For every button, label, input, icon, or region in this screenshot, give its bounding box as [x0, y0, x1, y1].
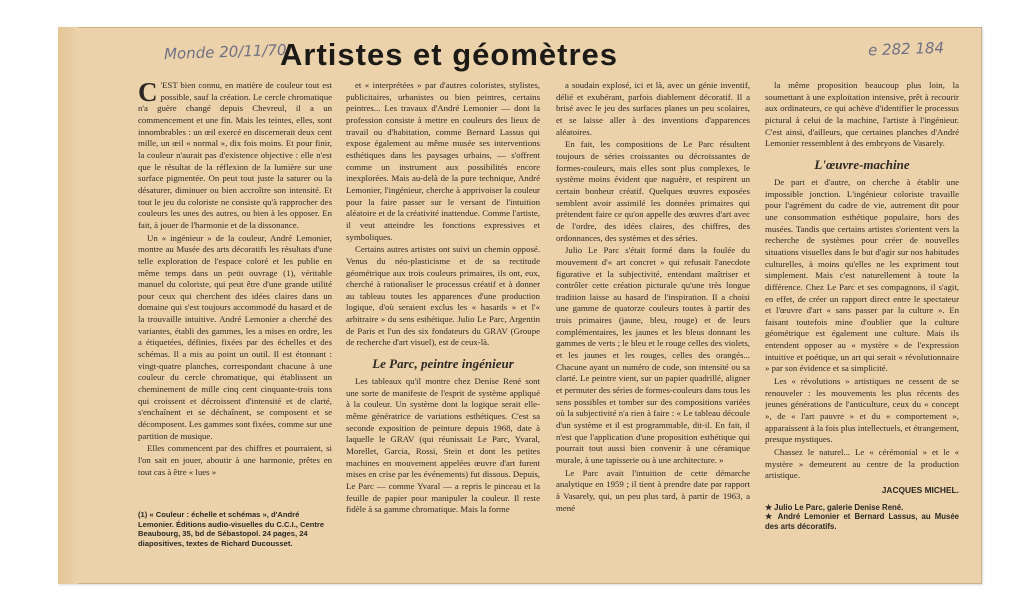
article-paragraph: Un « ingénieur » de la couleur, André Lemonier, montre au Musée des arts décoratifs les résultats d'une telle exploration de l'espace coloré et les publie en même temps dans un petit ouvrage (1), véritable manuel du coloriste, qui peut être d'une grande utilité pour ceux qui cherchent des idées claires dans un domaine qui s'est toujours accommodé du hasard et de la trouvaille intuitive. André Lemonier a cherché des variantes, établi des gammes, les a mises en ordre, les a étiquetées, définies, fixées par des échelles et des schémas. Il a mis au point un outil. Il est étonnant : vingt-quatre planches, correspondant chacune à une couleur du cercle chromatique, qui établissent un cheminement de mille cinq cent cinquante-trois tons qui croissent et décroissent d'intensité et de clarté, s'enchaînent et se déchaînent, se composent et se décomposent. Les gammes sont fixées, comme sur une partition de musique. — [138, 232, 332, 441]
exhibition-note: ★ Julio Le Parc, galerie Denise René. — [765, 502, 904, 512]
subheading-le-parc: Le Parc, peintre ingénieur — [372, 356, 514, 372]
exhibition-note: ★ André Lemonier et Bernard Lassus, au Musée des arts décoratifs. — [765, 512, 959, 531]
article-paragraph: En fait, les compositions de Le Parc résultent toujours de séries croissantes ou décroissantes de formes-couleurs, mais elles sont plus complexes, le système moins évident que naguère, et respirent un certain bonheur créatif. Quelques œuvres exposées semblent avoir assimilé les données primaires qui prétendent faire ce qu'on appelle des œuvres d'art avec de l'ordre, des idées claires, des chiffres, des ordonnances, des systèmes et des séries. — [556, 139, 750, 243]
author-signature: JACQUES MICHEL. — [881, 485, 959, 495]
article-column-2 — [346, 80, 540, 558]
article-paragraph: Certains autres artistes ont suivi un chemin opposé. Venus du néo-plasticisme et de sa rectitude géométrique aux trois couleurs primaires, ils ont, eux, cherché à rationaliser le processus créatif et à donner au tableau toutes les apparences d'une production logique, d'où seraient exclus les « hasards » et l'« arbitraire » du sens esthétique. Julio Le Parc, Argentin de Paris et l'un des six fondateurs du GRAV (Groupe de recherche d'art visuel), est de ceux-là. — [346, 244, 540, 348]
article-footnote — [138, 510, 332, 548]
article-paragraph: Julio Le Parc s'était formé dans la foulée du mouvement d'« art concret » qui refusait l'anecdote figurative et la subjectivité, entendant maîtriser et contrôler cette création picturale qu'une très longue tradition laisse au hasard de l'inspiration. Il a choisi une gamme de quatorze couleurs toutes à partir des trois primaires (jaune, bleu, rouge) et de leurs complémentaires, les jaunes et les bleus donnant les gammes de verts ; le bleu et le rouge celles des violets, et les jaunes et les rouges, celles des orangés... Chacune ayant un numéro de code, son intensité ou sa clarté. Le peintre vient, sur un papier quadrillé, aligner et permuter des séries de formes-couleurs dans tous les sens possibles et tomber sur des compositions variées où la subjectivité n'a rien à faire : « Le tableau découle d'un système et il est programmable, dit-il. En fait, il n'est que l'application d'une proposition esthétique qui pourrait tout aussi bien convenir à une céramique murale, à une tapisserie ou à une architecture. » — [556, 245, 750, 465]
article-paragraph: Chassez le naturel... Le « cérémonial » et le « mystère » demeurent au centre de la production artistique. — [765, 447, 959, 481]
article-paragraph: C 'EST bien connu, en matière de couleur tout est possible, sauf la création. Le cercle chromatique n'a guère changé depuis Chevreul, il a un commencement et une fin. Mais les teintes, elles, sont innombrables : un œil exercé en discernerait deux cent mille, un œil « normal », dix fois moins. Et pour finir, la couleur n'aurait pas d'existence objective : elle n'est que le résultat de la réflexion de la lumière sur une surface pigmentée. On peut tout juste la saturer ou la désaturer, diminuer ou bien accroître son intensité. Et tout le jeu du coloriste ne consiste qu'à rapprocher des couleurs les unes des autres, ou bien à les opposer. En fait, à jouer de l'harmonie et de la dissonance. — [138, 80, 332, 230]
article-paragraph: et « interprétées » par d'autres coloristes, stylistes, publicitaires, urbanistes ou bien peintres, certains peintres... Les travaux d'André Lemonier — dont la profession consiste à mettre en couleurs des lieux de travail ou d'habitation, comme Bernard Lassus qui expose également au même musée ses interventions esthétiques dans les paysages urbains, — s'offrent comme un instrument aux possibilités encore inexplorées. Mais au-delà de la pure technique, André Lemonier, l'ingénieur, cherche à apprivoiser la couleur pour la faire passer sur le versant de l'intuition aléatoire et de la créativité inattendue. Comme l'artiste, il veut atteindre les fonctions expressives et symboliques. — [346, 80, 540, 242]
article-paragraph: la même proposition beaucoup plus loin, la soumettant à une exploitation intensive, prêt à recourir aux ordinateurs, ce qui achève d'identifier le processus pictural à celui de la machine, l'artiste à l'ingénieur. C'est ainsi, d'ailleurs, que certaines planches d'André Lemonier ressemblent à des embryons de Vasarely. — [765, 80, 959, 149]
article-paragraph: a soudain explosé, ici et là, avec un génie inventif, délié et exubérant, parfois diablement décoratif. Il a brisé avec le jeu des surfaces planes un peu scolaires, et se laisse aller à des inventions d'apparences aléatoires. — [556, 80, 750, 137]
article-paragraph: Les « révolutions » artistiques ne cessent de se renouveler : les mouvements les plus récents des jeunes générations de l'anticulture, ceux du « concept », de « l'art pauvre » et du « comportement », apparaissent à la fois plus intellectuels, et étrangement, presque mystiques. — [765, 376, 959, 445]
article-column-1 — [138, 80, 332, 558]
article-paragraph: Les tableaux qu'il montre chez Denise René sont une sorte de manifeste de l'esprit de système appliqué à la couleur. Un système dont la logique serait elle-même génératrice de variations esthétiques. C'est sa seconde exposition de peinture depuis 1968, date à laquelle le GRAV (qui réunissait Le Parc, Yvaral, Morellet, Garcia, Rossi, Stein et dont les petites machines en mouvement appelées œuvre d'art furent mises en crise par les événements) fut dissous. Depuis, Le Parc — comme Yvaral — a repris le pinceau et la feuille de papier pour manipuler la couleur. Il reste fidèle à sa gamme chromatique. Mais la forme — [346, 376, 540, 515]
exhibition-notes — [765, 503, 959, 532]
footnote-text: (1) « Couleur : échelle et schémas », d'André Lemonier. Éditions audio-visuelles du C.C.I., Centre Beaubourg, 35, bd de Sébastopol. 24 pages, 24 diapositives, textes de Richard Ducousset. — [138, 510, 325, 548]
torn-edge — [58, 27, 78, 584]
article-paragraph: De part et d'autre, on cherche à établir une impossible jonction. L'ingénieur coloriste travaille pour l'agrément du cadre de vie, autrement dit pour une consommation esthétique populaire, hors des musées. Tandis que certains artistes s'orientent vers la recherche de systèmes pour créer de nouvelles situations visuelles dans le but d'agir sur nos habitudes culturelles, à moins qu'elles ne les expriment tout simplement. Mais c'est naturellement à toute la différence. Chez Le Parc et ses compagnons, il s'agit, en effet, de créer un rapport direct entre le spectateur et l'œuvre d'art « sans passer par la culture ». En faisant toutefois mine d'oublier que la culture géométrique est également une culture. Mais ils entendent opposer au « mystère » de l'expression intuitive et poétique, un art qui serait « révolutionnaire » par son évidence et sa simplicité. — [765, 176, 959, 374]
subheading-oeuvre-machine: L'œuvre-machine — [814, 156, 910, 172]
article-column-3 — [556, 80, 750, 558]
drop-cap: C — [138, 80, 158, 107]
article-paragraph: Elles commencent par des chiffres et pourraient, si l'on sait en jouer, aboutir à une harmonie, prêtes en tout cas à être « lues » — [138, 443, 332, 477]
article-column-4 — [765, 80, 959, 558]
handwritten-archive-number: e 282 184 — [867, 38, 945, 60]
article-headline: Artistes et géomètres — [280, 37, 619, 72]
handwritten-source-note: Monde 20/11/70 — [163, 40, 287, 64]
article-paragraph: Le Parc avait l'intuition de cette démarche analytique en 1959 ; il tient à prendre date par rapport à Vasarely, qui, un peu plus tard, à partir de 1963, a mené — [556, 467, 750, 513]
